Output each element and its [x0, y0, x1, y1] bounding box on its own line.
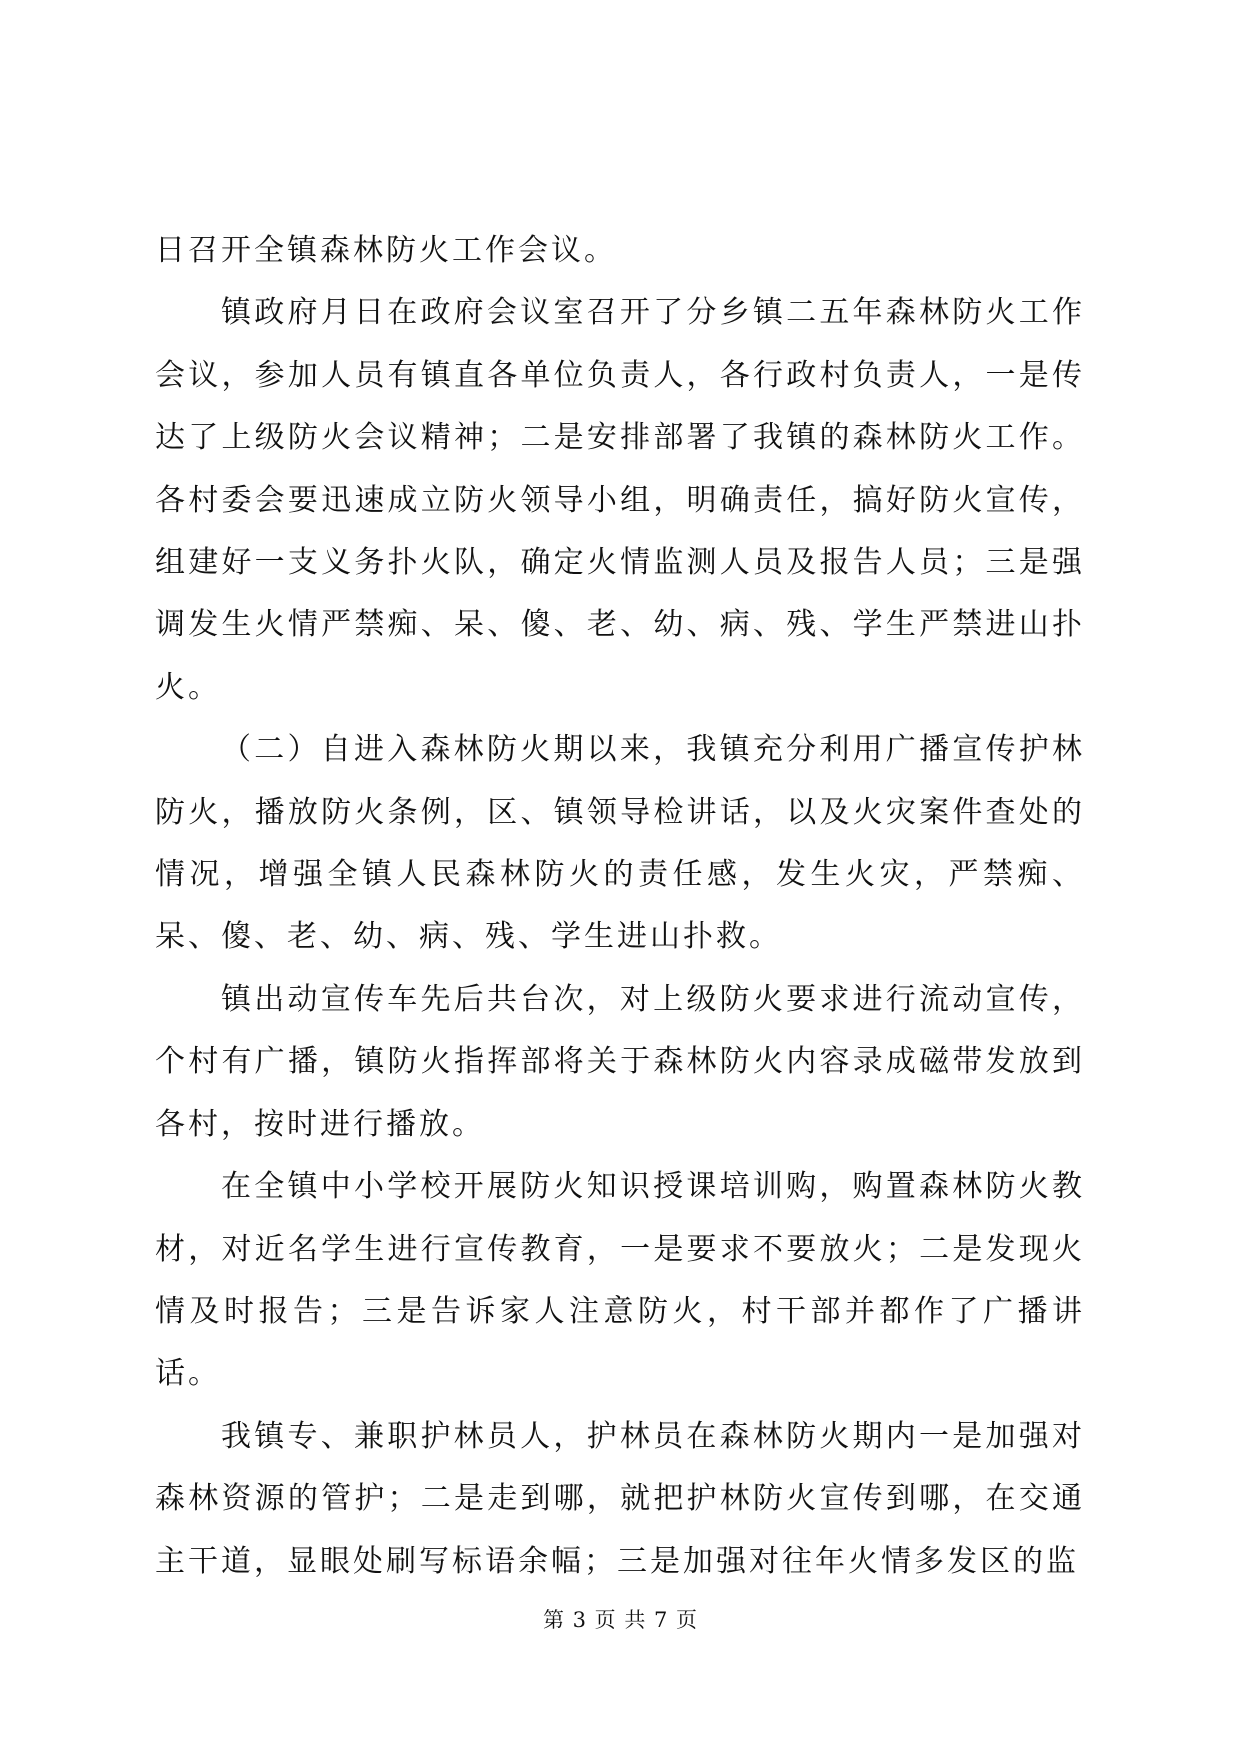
- paragraph-1: 日召开全镇森林防火工作会议。: [155, 233, 617, 268]
- paragraph-4: 镇出动宣传车先后共台次，对上级防火要求进行流动宣传，个村有广播，镇防火指挥部将关于森林防火内容录成磁带发放到各村，按时进行播放。: [155, 981, 1085, 1142]
- paragraph-6: 我镇专、兼职护林员人，护林员在森林防火期内一是加强对森林资源的管护；二是走到哪，就把护林防火宣传到哪，在交通主干道，显眼处刷写标语余幅；三是加强对往年火情多发区的监: [155, 1418, 1085, 1579]
- page-number-footer: 第 3 页 共 7 页: [542, 1608, 699, 1632]
- paragraph-5: 在全镇中小学校开展防火知识授课培训购，购置森林防火教材，对近名学生进行宣传教育，一是要求不要放火；二是发现火情及时报告；三是告诉家人注意防火，村干部并都作了广播讲话。: [155, 1169, 1085, 1392]
- document-body: [155, 220, 1085, 1593]
- paragraph-2: 镇政府月日在政府会议室召开了分乡镇二五年森林防火工作会议，参加人员有镇直各单位负责人，各行政村负责人，一是传达了上级防火会议精神；二是安排部署了我镇的森林防火工作。各村委会要迅速成立防火领导小组，明确责任，搞好防火宣传，组建好一支义务扑火队，确定火情监测人员及报告人员；三是强调发生火情严禁痴、呆、傻、老、幼、病、残、学生严禁进山扑火。: [155, 295, 1085, 705]
- paragraph-3: （二）自进入森林防火期以来，我镇充分利用广播宣传护林防火，播放防火条例，区、镇领导检讲话，以及火灾案件查处的情况，增强全镇人民森林防火的责任感，发生火灾，严禁痴、呆、傻、老、幼、病、残、学生进山扑救。: [155, 732, 1085, 955]
